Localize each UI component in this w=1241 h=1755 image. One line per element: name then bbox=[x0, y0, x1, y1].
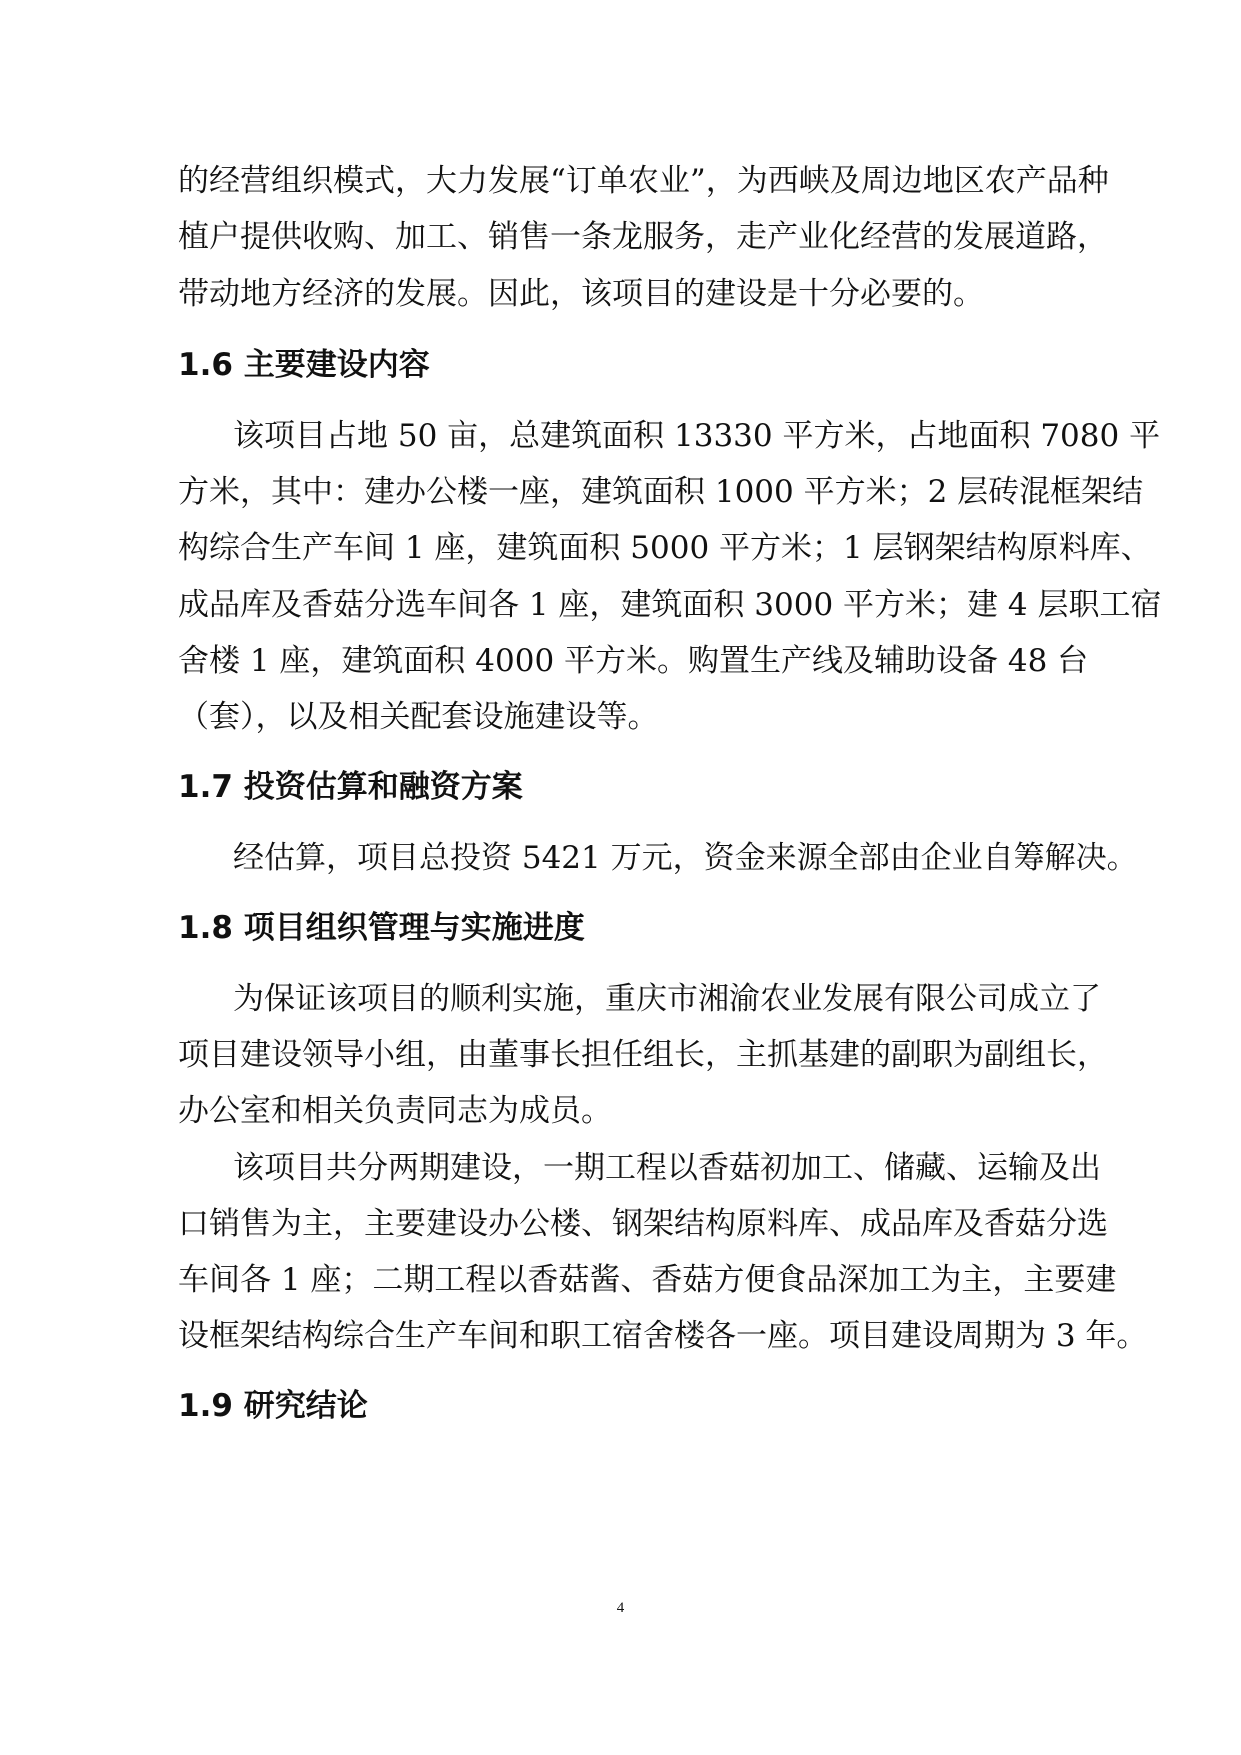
body-text-line: 的经营组织模式，大力发展“订单农业”，为西峡及周边地区农产品种 bbox=[178, 163, 1109, 199]
body-text-line: 办公室和相关负责同志为成员。 bbox=[178, 1093, 612, 1129]
body-text-line: 为保证该项目的顺利实施，重庆市湘渝农业发展有限公司成立了 bbox=[233, 981, 1101, 1017]
body-text-line: 方米，其中：建办公楼一座，建筑面积 1000 平方米；2 层砖混框架结 bbox=[178, 474, 1144, 510]
section-heading: 1.6 主要建设内容 bbox=[178, 347, 430, 383]
body-text-line: 植户提供收购、加工、销售一条龙服务，走产业化经营的发展道路， bbox=[178, 219, 1108, 255]
section-heading: 1.9 研究结论 bbox=[178, 1388, 368, 1424]
body-text-line: 设框架结构综合生产车间和职工宿舍楼各一座。项目建设周期为 3 年。 bbox=[178, 1318, 1148, 1354]
page-number: 4 bbox=[616, 1600, 625, 1616]
body-text-line: 经估算，项目总投资 5421 万元，资金来源全部由企业自筹解决。 bbox=[233, 840, 1138, 876]
body-text-line: 带动地方经济的发展。因此，该项目的建设是十分必要的。 bbox=[178, 276, 984, 312]
body-text-line: 车间各 1 座；二期工程以香菇酱、香菇方便食品深加工为主，主要建 bbox=[178, 1262, 1117, 1298]
section-heading: 1.7 投资估算和融资方案 bbox=[178, 769, 523, 805]
body-text-line: 该项目占地 50 亩，总建筑面积 13330 平方米，占地面积 7080 平 bbox=[233, 418, 1161, 454]
body-text-line: 项目建设领导小组，由董事长担任组长，主抓基建的副职为副组长， bbox=[178, 1037, 1108, 1073]
body-text-line: 舍楼 1 座，建筑面积 4000 平方米。购置生产线及辅助设备 48 台 bbox=[178, 643, 1089, 679]
body-text-line: 成品库及香菇分选车间各 1 座，建筑面积 3000 平方米；建 4 层职工宿 bbox=[178, 587, 1162, 623]
section-heading: 1.8 项目组织管理与实施进度 bbox=[178, 910, 585, 946]
body-text-line: （套），以及相关配套设施建设等。 bbox=[178, 699, 659, 735]
body-text-line: 该项目共分两期建设，一期工程以香菇初加工、储藏、运输及出 bbox=[233, 1150, 1101, 1186]
body-text-line: 口销售为主，主要建设办公楼、钢架结构原料库、成品库及香菇分选 bbox=[178, 1206, 1108, 1242]
body-text-line: 构综合生产车间 1 座，建筑面积 5000 平方米；1 层钢架结构原料库、 bbox=[178, 530, 1152, 566]
